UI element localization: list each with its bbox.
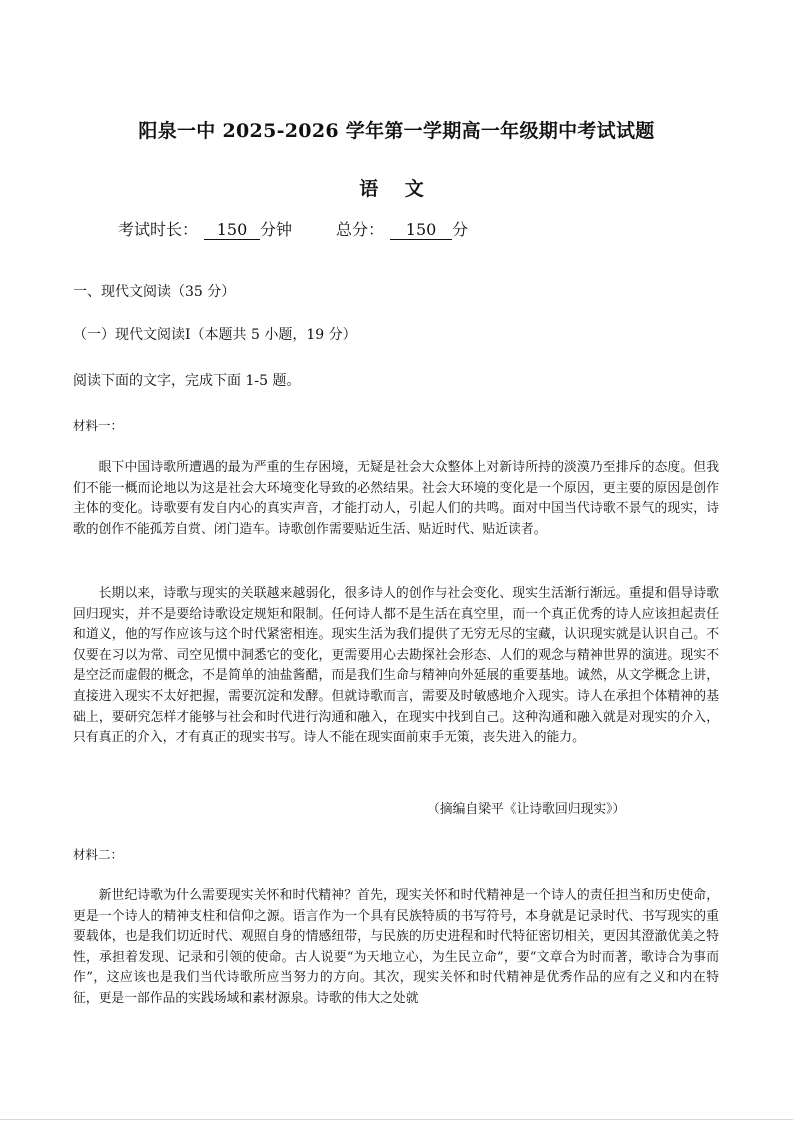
duration-value: 150 (204, 221, 260, 240)
score-label: 总分： (336, 220, 385, 239)
score-unit: 分 (452, 220, 469, 239)
exam-title: 阳泉一中 2025-2026 学年第一学期高一年级期中考试试题 (138, 120, 655, 142)
section-heading: 一、现代文阅读（35 分） (73, 284, 236, 300)
subject-title: 语 文 (359, 178, 434, 200)
material1-label: 材料一： (73, 418, 124, 433)
material2-label: 材料二： (73, 847, 124, 862)
reading-instruction: 阅读下面的文字，完成下面 1-5 题。 (73, 373, 301, 389)
material1-paragraph-2: 长期以来，诗歌与现实的关联越来越弱化，很多诗人的创作与社会变化、现实生活渐行渐远。重提和倡导诗歌回归现实，并不是要给诗歌设定规矩和限制。任何诗人都不是生活在真空里，而一个真正优秀的诗人应该担起责任和道义，他的写作应该与这个时代紧密相连。现实生活为我们提供了无穷无尽的宝藏，认识现实就是认识自己。不仅要在习以为常、司空见惯中洞悉它的变化，更需要用心去勘探社会形态、人们的观念与精神世界的演进。现实不是空泛而虚假的概念，不是简单的油盐酱醋，而是我们生命与精神向外延展的重要基地。诚然，从文学概念上讲，直接进入现实不太好把握，需要沉淀和发酵。但就诗歌而言，需要及时敏感地介入现实。诗人在承担个体精神的基础上，要研究怎样才能够与社会和时代进行沟通和融入，在现实中找到自己。这种沟通和融入就是对现实的介入，只有真正的介入，才有真正的现实书写。诗人不能在现实面前束手无策，丧失进入的能力。 (73, 586, 719, 746)
duration-unit: 分钟 (260, 220, 293, 239)
duration-label: 考试时长： (118, 220, 199, 239)
page-bottom-divider (0, 1119, 793, 1120)
material1-paragraph-1: 眼下中国诗歌所遭遇的最为严重的生存困境，无疑是社会大众整体上对新诗所持的淡漠乃至排斥的态度。但我们不能一概而论地以为这是社会大环境变化导致的必然结果。社会大环境的变化是一个原因，更主要的原因是创作主体的变化。诗歌要有发自内心的真实声音，才能打动人，引起人们的共鸣。面对中国当代诗歌不景气的现实，诗歌的创作不能孤芳自赏、闭门造车。诗歌创作需要贴近生活、贴近时代、贴近读者。 (73, 460, 719, 537)
score-value: 150 (390, 221, 452, 240)
material1-citation: （摘编自梁平《让诗歌回归现实》） (427, 802, 626, 817)
subsection-heading: （一）现代文阅读Ⅰ（本题共 5 小题，19 分） (73, 327, 357, 343)
exam-meta-line (118, 217, 468, 240)
material2-paragraph-1: 新世纪诗歌为什么需要现实关怀和时代精神？首先，现实关怀和时代精神是一个诗人的责任担当和历史使命，更是一个诗人的精神支柱和信仰之源。语言作为一个具有民族特质的书写符号，本身就是记录时代、书写现实的重要载体，也是我们切近时代、观照自身的情感纽带，与民族的历史进程和时代特征密切相关，更因其澄澈优美之特性，承担着发现、记录和引领的使命。古人说要“为天地立心，为生民立命”，要“文章合为时而著，歌诗合为事而作”，这应该也是我们当代诗歌所应当努力的方向。其次，现实关怀和时代精神是优秀作品的应有之义和内在特征，更是一部作品的实践场域和素材源泉。诗歌的伟大之处就 (73, 888, 719, 1006)
